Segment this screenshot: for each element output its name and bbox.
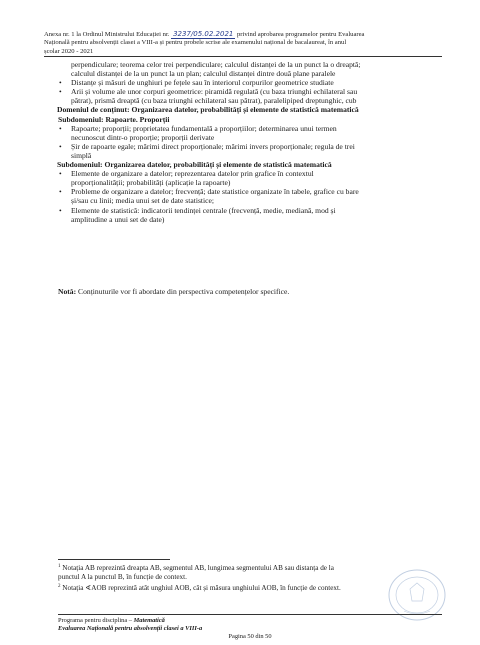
- footnote-1-line-2: punctul A la punctul B, în funcție de context.: [58, 573, 187, 581]
- footnote-2-line-1: Notația ∢AOB reprezintă atât unghiul AOB, cât și măsura unghiului AOB, în funcție de context.: [60, 584, 341, 592]
- footnote-marker: 2: [58, 584, 61, 589]
- handwritten-order-number: 3237/05.02.2021: [173, 30, 234, 38]
- page-header: [44, 30, 444, 56]
- note-label: Notă:: [58, 287, 77, 296]
- list-item: • Distanțe și măsuri de unghiuri pe fețele sau în interiorul corpurilor geometrice studiate: [58, 78, 442, 87]
- header-suffix: privind aprobarea programelor pentru Evaluarea: [235, 31, 365, 38]
- page-footer: [58, 617, 442, 641]
- list-item: • Probleme de organizare a datelor; frecvență; date statistice organizate în tabele, grafice cu bare: [58, 187, 442, 196]
- content-body: [58, 60, 442, 224]
- list-item: • Elemente de organizare a datelor; reprezentarea datelor prin grafice în contextul: [58, 169, 442, 178]
- continued-line: calculul distanței de la un punct la un plan; calculul distanței dintre două plane paralele: [71, 69, 336, 79]
- continued-line: perpendiculare; teorema celor trei perpendiculare; calculul distanței de la un punct la o dreaptă;: [71, 60, 361, 69]
- footer-divider: [58, 614, 442, 615]
- subdomain-heading: Subdomeniul: Organizarea datelor, probabilități și elemente de statistică matematică: [57, 160, 332, 170]
- note: [58, 287, 289, 296]
- footnote-1-line-1: Notația AB reprezintă dreapta AB, segmentul AB, lungimea segmentului AB sau distanța de la: [60, 564, 334, 572]
- list-item-continuation: amplitudine a unui set de date): [71, 214, 165, 224]
- footnote-marker: 1: [58, 564, 61, 569]
- list-item: • Arii și volume ale unor corpuri geometrice: piramidă regulată (cu baza triunghi echilateral sau: [58, 87, 442, 96]
- header-line-3: școlar 2020 - 2021: [44, 47, 94, 55]
- list-item-continuation: proporționalității; probabilități (aplicație la rapoarte): [71, 178, 231, 188]
- note-text: Conținuturile vor fi abordate din perspectiva competențelor specifice.: [76, 287, 290, 296]
- list-item: • Șir de rapoarte egale; mărimi direct proporționale; mărimi invers proporționale; regula de trei: [58, 142, 442, 151]
- page-number: Pagina 50 din 50: [228, 633, 272, 641]
- list-item-continuation: simplă: [71, 150, 92, 160]
- footer-subject: Matematică: [133, 617, 165, 624]
- list-item: • Elemente de statistică: indicatorii tendinței centrale (frecvență, medie, mediană, mod și: [58, 206, 442, 215]
- list-item-continuation: necunoscut dintr-o proporție; proporții derivate: [71, 132, 215, 142]
- header-divider: [44, 56, 442, 57]
- list-item: • Rapoarte; proporții; proprietatea fundamentală a proporțiilor; determinarea unui termen: [58, 124, 442, 133]
- header-line-2: Națională pentru absolvenții clasei a VIII-a și pentru probele scrise ale examenului național de bacalaureat, în anul: [44, 39, 347, 47]
- subdomain-heading: Subdomeniul: Rapoarte. Proporții: [58, 114, 170, 124]
- list-item-continuation: pătrat), prismă dreaptă (cu baza triunghi echilateral sau pătrat), paralelipiped dreptunghic, cub: [71, 96, 357, 106]
- footnote-divider: [58, 559, 170, 560]
- list-item-continuation: și/sau cu linii; media unui set de date statistice;: [71, 196, 214, 206]
- domain-heading: Domeniul de conținut: Organizarea datelor, probabilități și elemente de statistică matematică: [57, 105, 359, 115]
- footer-line-1-prefix: Programa pentru disciplina –: [58, 617, 134, 624]
- header-prefix: Anexa nr. 1 la Ordinul Ministrului Educației nr.: [44, 31, 172, 38]
- footer-line-2: Evaluarea Națională pentru absolvenții clasei a VIII-a: [58, 625, 203, 633]
